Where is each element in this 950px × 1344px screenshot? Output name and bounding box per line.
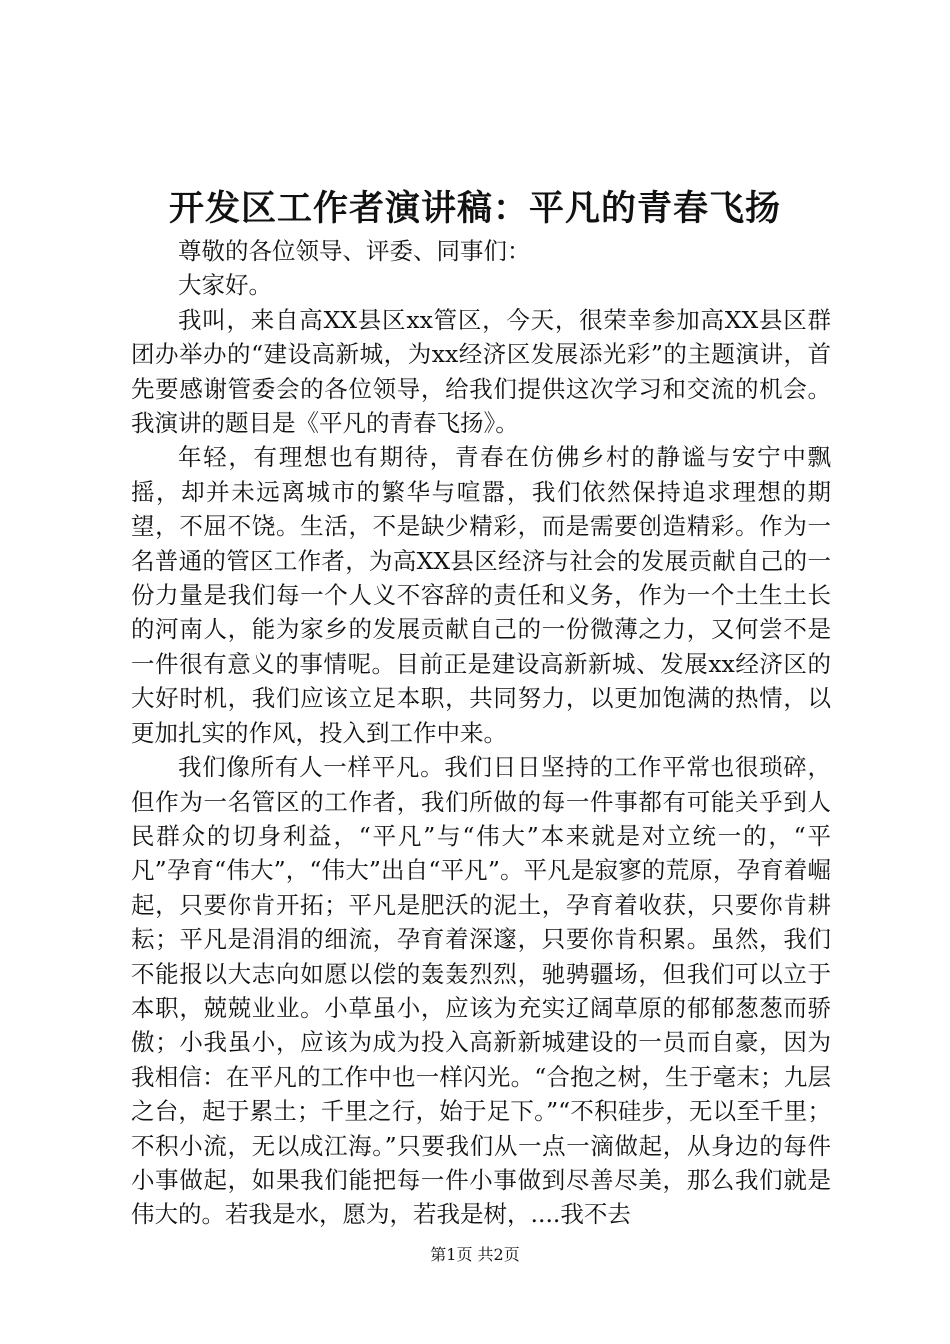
paragraph-youth: 年轻，有理想也有期待，青春在仿佛乡村的静谧与安宁中飘摇，却并未远离城市的繁华与喧嚣，我们依然保持追求理想的期望，不屈不饶。生活，不是缺少精彩，而是需要创造精彩。作为一名普通的管区工作者，为高XX县区经济与社会的发展贡献自己的一份力量是我们每一个人义不容辞的责任和义务，作为一个土生土长的河南人，能为家乡的发展贡献自己的一份微薄之力，又何尝不是一件很有意义的事情呢。目前正是建设高新新城、发展xx经济区的大好时机，我们应该立足本职，共同努力，以更加饱满的热情，以更加扎实的作风，投入到工作中来。 [131,443,831,747]
document-body [131,234,831,1229]
document-title: 开发区工作者演讲稿：平凡的青春飞扬 [168,188,781,229]
greeting: 大家好。 [178,271,272,300]
paragraph-intro: 我叫，来自高XX县区xx管区，今天，很荣幸参加高XX县区群团办举办的“建设高新城，为xx经济区发展添光彩”的主题演讲，首先要感谢管委会的各位领导，给我们提供这次学习和交流的机会。我演讲的题目是《平凡的青春飞扬》。 [131,305,831,438]
paragraph-ordinary: 我们像所有人一样平凡。我们日日坚持的工作平常也很琐碎，但作为一名管区的工作者，我们所做的每一件事都有可能关乎到人民群众的切身利益，“平凡”与“伟大”本来就是对立统一的，“平凡”孕育“伟大”，“伟大”出自“平凡”。平凡是寂寥的荒原，孕育着崛起，只要你肯开拓；平凡是肥沃的泥土，孕育着收获，只要你肯耕耘；平凡是涓涓的细流，孕育着深邃，只要你肯积累。虽然，我们不能报以大志向如愿以偿的轰轰烈烈，驰骋疆场，但我们可以立于本职，兢兢业业。小草虽小，应该为充实辽阔草原的郁郁葱葱而骄傲；小我虽小，应该为成为投入高新新城建设的一员而自豪，因为我相信：在平凡的工作中也一样闪光。“合抱之树，生于毫末；九层之台，起于累土；千里之行，始于足下。”“不积硅步，无以至千里；不积小流，无以成江海。”只要我们从一点一滴做起，从身边的每件小事做起，如果我们能把每一件小事做到尽善尽美，那么我们就是伟大的。若我是水，愿为，若我是树，....我不去 [131,753,831,1229]
salutation: 尊敬的各位领导、评委、同事们： [178,237,531,265]
page-footer: 第1页 共2页 [430,1245,520,1264]
